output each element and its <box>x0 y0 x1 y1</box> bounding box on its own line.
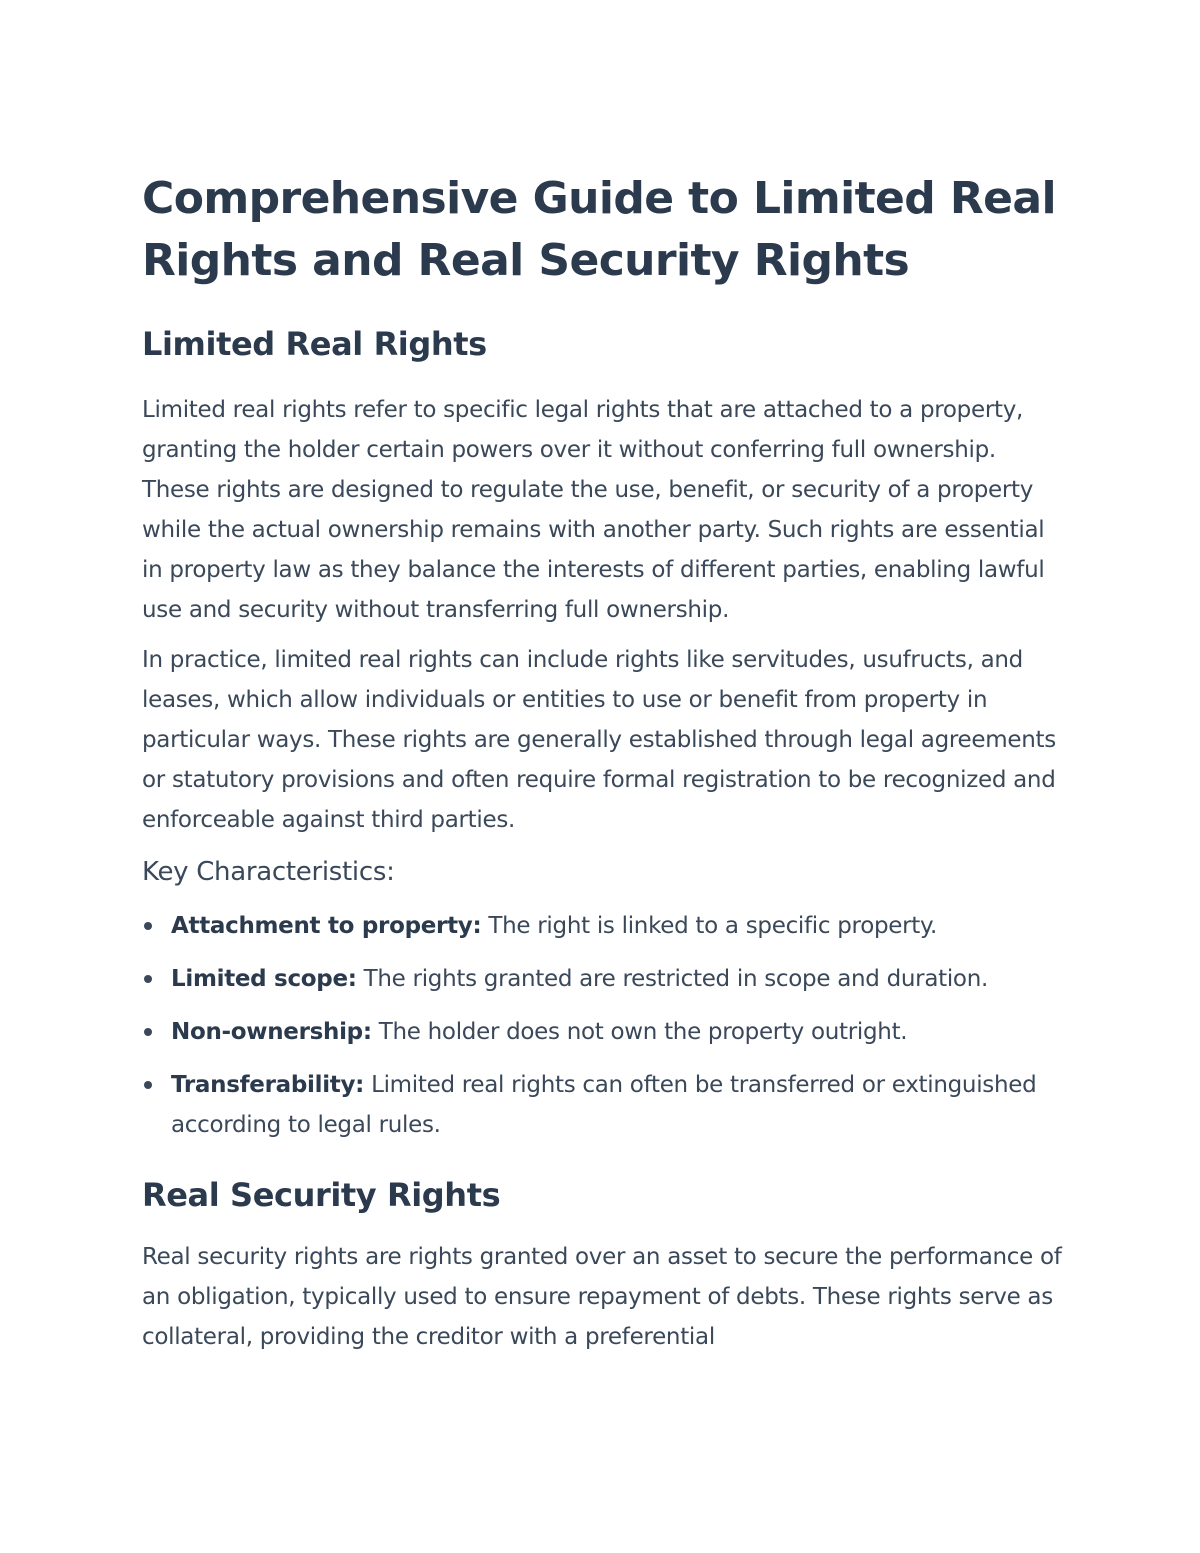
list-item-term: Attachment to property: <box>171 913 482 939</box>
list-item-text: Limited real rights can often be transferred or extinguished according to legal rules. <box>171 1072 1037 1138</box>
list-item-text: The right is linked to a specific property. <box>481 913 938 939</box>
list-item-term: Transferability: <box>171 1072 365 1098</box>
paragraph: Limited real rights refer to specific legal rights that are attached to a property, granting the holder certain powers over it without conferring full ownership. These rights are designed to regulate the use, benefit, or security of a property while the actual ownership remains with another party. Such rights are essential in property law as they balance the interests of different parties, enabling lawful use and security without transferring full ownership. <box>142 397 1045 623</box>
list-item-term: Non-ownership: <box>171 1019 372 1045</box>
document-title: Comprehensive Guide to Limited Real Rights and Real Security Rights <box>142 173 1057 286</box>
list-item-text: The holder does not own the property outright. <box>371 1019 908 1045</box>
bullet-icon <box>144 975 152 983</box>
bullet-icon <box>144 1028 152 1036</box>
bullet-icon <box>144 922 152 930</box>
paragraph: Real security rights are rights granted over an asset to secure the performance of an obligation, typically used to ensure repayment of debts. These rights serve as collateral, providing the creditor with a preferential <box>142 1244 1062 1350</box>
document-page <box>142 168 1067 1367</box>
list-item <box>142 959 1067 999</box>
bullet-icon <box>144 1081 152 1089</box>
list-item <box>142 906 1067 946</box>
list-item-term: Limited scope: <box>171 966 357 992</box>
subheading-key-characteristics: Key Characteristics: <box>142 857 395 887</box>
paragraph: In practice, limited real rights can include rights like servitudes, usufructs, and leases, which allow individuals or entities to use or benefit from property in particular ways. These rights are generally established through legal agreements or statutory provisions and often require formal registration to be recognized and enforceable against third parties. <box>142 647 1056 833</box>
list-item <box>142 1065 1067 1145</box>
section-heading-limited-real-rights: Limited Real Rights <box>142 325 487 363</box>
list-item <box>142 1012 1067 1052</box>
section-heading-real-security-rights: Real Security Rights <box>142 1176 501 1214</box>
characteristics-list <box>142 906 1067 1145</box>
list-item-text: The rights granted are restricted in scope and duration. <box>356 966 988 992</box>
